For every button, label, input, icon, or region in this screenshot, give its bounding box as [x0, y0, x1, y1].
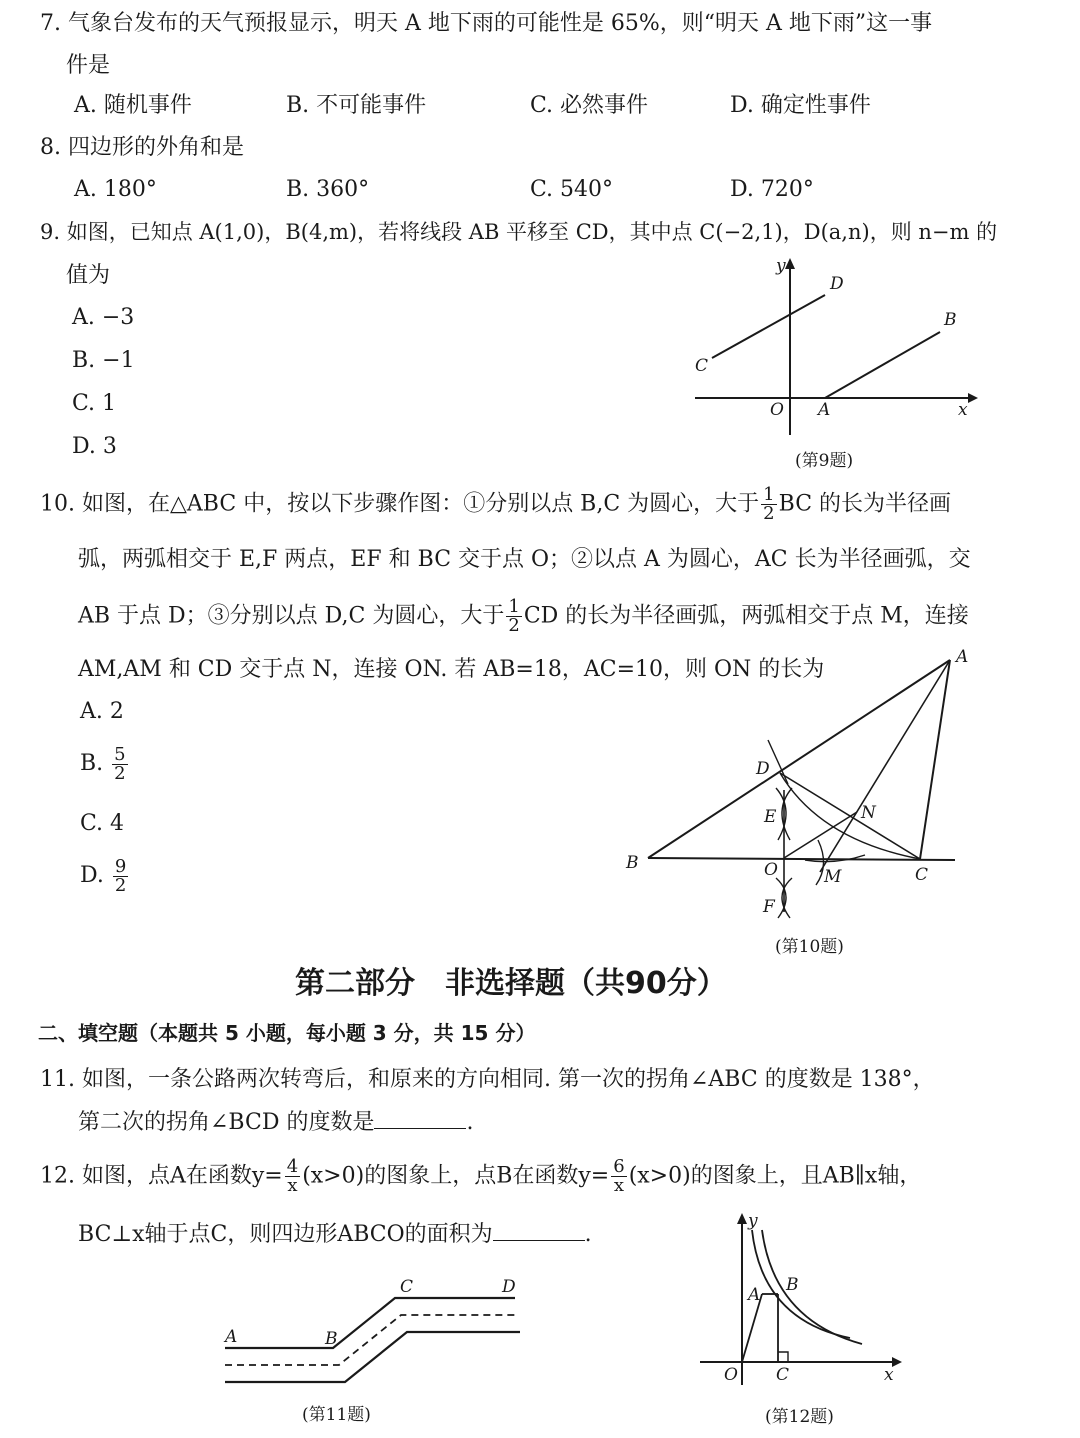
- q7-stem-line1: 7. 气象台发布的天气预报显示，明天 A 地下雨的可能性是 65%，则“明天 A 地下雨”这一事: [40, 11, 933, 36]
- q10-segment-am: [820, 660, 950, 872]
- q9-segment-cd: [712, 295, 825, 358]
- q12-label-b: B: [786, 1275, 799, 1295]
- q12-label-y: y: [748, 1211, 758, 1231]
- q12-fraction-6-over-x: $\frac{6}{x}$: [613, 1156, 625, 1196]
- q10-side-ab: [648, 660, 950, 858]
- q7-option-a[interactable]: A. 随机事件: [74, 93, 192, 118]
- q10-label-b: B: [626, 853, 639, 873]
- q10-stem-line1: 10. 如图，在△ABC 中，按以下步骤作图：①分别以点 B,C 为圆心，大于 $\frac{1}{2}$ BC 的长为半径画: [40, 484, 952, 524]
- q8-option-b[interactable]: B. 360°: [286, 177, 370, 202]
- q8-stem: 8. 四边形的外角和是: [40, 135, 244, 160]
- fill-blank-section-heading: 二、填空题（本题共 5 小题，每小题 3 分，共 15 分）: [38, 1021, 536, 1045]
- q11-answer-blank[interactable]: [374, 1108, 466, 1129]
- q11-label-c: C: [400, 1277, 414, 1297]
- q12-right-angle: [778, 1352, 788, 1362]
- q9-caption: (第9题): [795, 451, 854, 471]
- q12-stem-line2: BC⊥x轴于点C，则四边形ABCO的面积为 .: [78, 1222, 592, 1247]
- q9-label-d: D: [830, 274, 844, 294]
- q9-segment-ab: [825, 332, 940, 398]
- q10-label-n: N: [861, 803, 876, 823]
- q8-option-c[interactable]: C. 540°: [530, 177, 614, 202]
- q11-label-b: B: [325, 1329, 338, 1349]
- q8-option-d[interactable]: D. 720°: [730, 177, 814, 202]
- q9-option-b[interactable]: B. −1: [72, 348, 135, 373]
- q12-curve-6-over-x: [762, 1230, 862, 1344]
- q12-y-arrow: [737, 1213, 747, 1224]
- q10-side-bc: [648, 858, 955, 860]
- q10-label-f: F: [763, 897, 775, 917]
- q10-option-a[interactable]: A. 2: [80, 699, 124, 724]
- q10-caption: (第10题): [775, 937, 844, 957]
- q12-label-a: A: [748, 1285, 761, 1305]
- q12-caption: (第12题): [765, 1407, 834, 1427]
- q10-side-ac: [920, 660, 950, 859]
- q10-label-e: E: [764, 807, 777, 827]
- q9-option-c[interactable]: C. 1: [72, 391, 117, 416]
- q10-stem-line4: AM,AM 和 CD 交于点 N，连接 ON. 若 AB=18，AC=10，则 ON 的长为: [78, 657, 825, 682]
- q11-label-d: D: [502, 1277, 516, 1297]
- q10-option-b[interactable]: B. $\frac{5}{2}$: [80, 743, 126, 784]
- q9-label-c: C: [695, 356, 709, 376]
- q9-option-a[interactable]: A. −3: [72, 305, 135, 330]
- q9-stem-line2: 值为: [66, 263, 111, 288]
- q10-fraction-half-2: $\frac{1}{2}$: [508, 596, 520, 636]
- q12-label-o: O: [724, 1365, 738, 1385]
- q10-fraction-half-1: $\frac{1}{2}$: [763, 484, 775, 524]
- q10-stem-line3: AB 于点 D；③分别以点 D,C 为圆心，大于 $\frac{1}{2}$ CD 的长为半径画弧，两弧相交于点 M，连接: [78, 596, 969, 636]
- q11-label-a: A: [225, 1327, 238, 1347]
- q9-option-d[interactable]: D. 3: [72, 434, 117, 459]
- q11-stem-line1: 11. 如图，一条公路两次转弯后，和原来的方向相同. 第一次的拐角∠ABC 的度数是 138°，: [40, 1067, 935, 1092]
- q12-stem-line1: 12. 如图，点A在函数y= $\frac{4}{x}$ (x>0)的图象上，点B在函数y= $\frac{6}{x}$ (x>0)的图象上，且AB∥x轴，: [40, 1156, 922, 1196]
- q9-stem-line1: 9. 如图，已知点 A(1,0)，B(4,m)，若将线段 AB 平移至 CD，其中点 C(−2,1)，D(a,n)，则 n−m 的: [40, 220, 998, 244]
- q11-caption: (第11题): [302, 1405, 371, 1425]
- q10-label-m: M: [824, 867, 842, 887]
- q10-label-o: O: [764, 860, 778, 880]
- q9-label-y: y: [776, 256, 786, 276]
- q11-figure: [215, 1270, 535, 1400]
- q11-road-center: [225, 1315, 515, 1365]
- q10-figure: [620, 640, 980, 930]
- q9-label-x: x: [958, 400, 968, 420]
- q10-stem-line2: 弧，两弧相交于 E,F 两点，EF 和 BC 交于点 O；②以点 A 为圆心，AC 长为半径画弧，交: [78, 547, 971, 572]
- q10-option-d[interactable]: D. $\frac{9}{2}$: [80, 855, 127, 896]
- q10-option-c[interactable]: C. 4: [80, 811, 125, 836]
- q10-label-c: C: [915, 865, 929, 885]
- q10-arc-m2: [816, 840, 824, 885]
- q12-curve-4-over-x: [752, 1230, 850, 1338]
- q12-label-c: C: [776, 1365, 790, 1385]
- q9-x-arrow: [968, 393, 978, 403]
- q7-stem-line2: 件是: [66, 53, 111, 78]
- q9-label-a: A: [818, 400, 831, 420]
- q9-figure: [690, 255, 980, 445]
- q12-fraction-4-over-x: $\frac{4}{x}$: [286, 1156, 299, 1196]
- q11-road-bottom: [225, 1332, 520, 1382]
- q9-label-b: B: [944, 310, 957, 330]
- q7-option-d[interactable]: D. 确定性事件: [730, 93, 871, 118]
- part2-title: 第二部分 非选择题（共90分）: [295, 966, 727, 1001]
- q11-stem-line2: 第二次的拐角∠BCD 的度数是 .: [78, 1110, 474, 1135]
- q10-label-d: D: [756, 759, 770, 779]
- q12-figure: [700, 1210, 910, 1400]
- q12-answer-blank[interactable]: [493, 1220, 585, 1241]
- q7-option-c[interactable]: C. 必然事件: [530, 93, 649, 118]
- q10-label-a: A: [956, 647, 969, 667]
- q8-option-a[interactable]: A. 180°: [74, 177, 157, 202]
- q9-label-o: O: [770, 400, 784, 420]
- q7-option-b[interactable]: B. 不可能事件: [286, 93, 427, 118]
- q11-road-top: [225, 1298, 515, 1348]
- q12-label-x: x: [884, 1365, 894, 1385]
- q9-y-arrow: [785, 258, 795, 269]
